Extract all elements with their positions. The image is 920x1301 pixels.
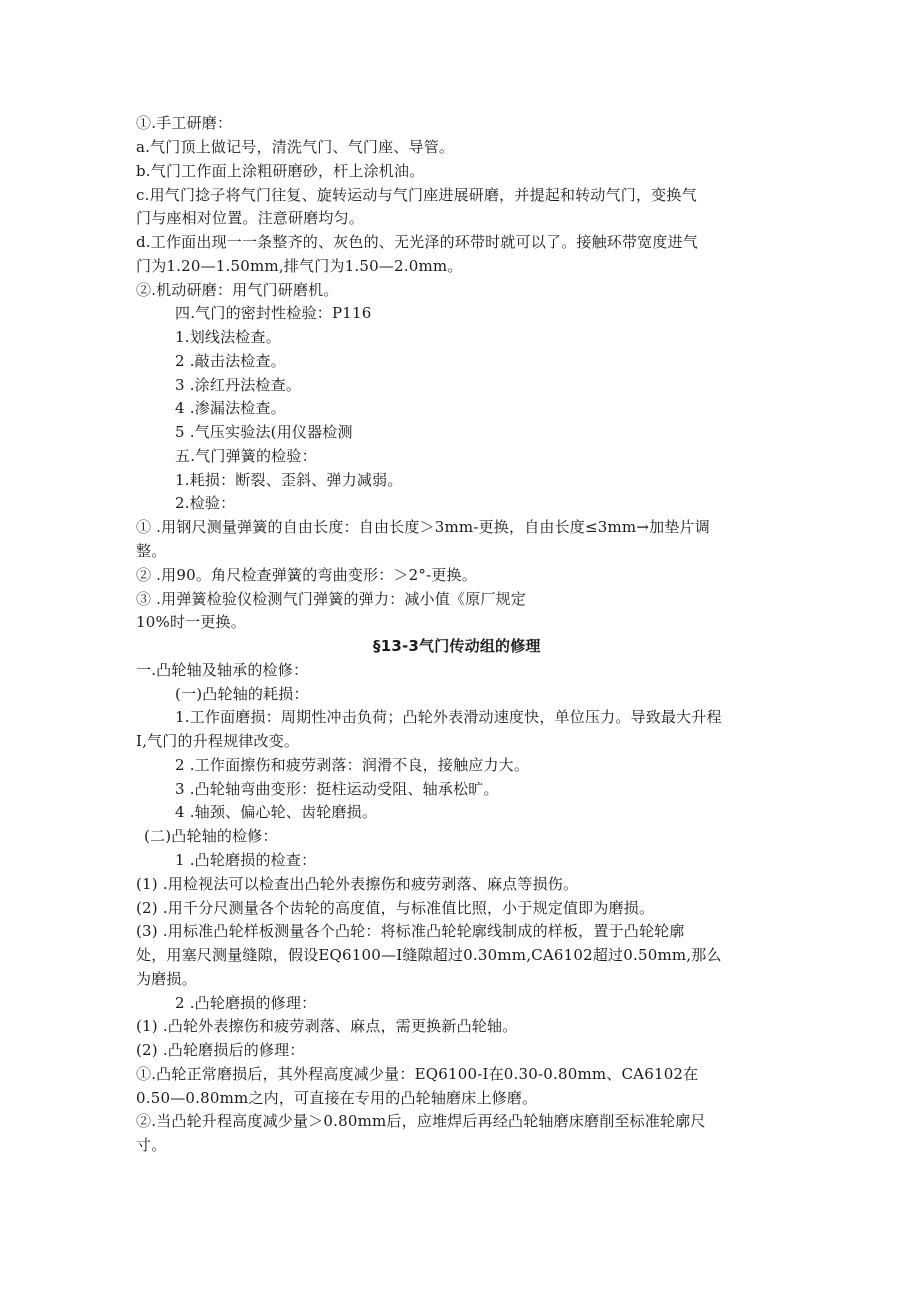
text-line: c.用气门捻子将气门往复、旋转运动与气门座进展研磨，并提起和转动气门，变换气 [136, 186, 697, 204]
text-line: 10%时一更换。 [136, 613, 246, 631]
text-line: 3 .涂红丹法检查。 [175, 376, 302, 394]
text-line: ③ .用弹簧检验仪检测气门弹簧的弹力：减小值《原厂规定 [136, 590, 526, 608]
text-line: 5 .气压实验法(用仪器检测 [175, 423, 353, 441]
chapter-title: §13-3气门传动组的修理 [373, 637, 541, 655]
text-line: 门为1.20—1.50mm,排气门为1.50—2.0mm。 [136, 257, 463, 275]
text-line: 1.划线法检查。 [175, 328, 281, 346]
text-line: 寸。 [136, 1136, 167, 1154]
text-line: ①.凸轮正常磨损后，其外程高度减少量：EQ6100-I在0.30-0.80mm、CA6102在 [136, 1065, 699, 1083]
text-line: ②.机动研磨：用气门研磨机。 [136, 281, 339, 299]
text-line: ②.当凸轮升程高度减少量＞0.80mm后，应堆焊后再经凸轮轴磨床磨削至标准轮廓尺 [136, 1112, 706, 1130]
section-heading: 一.凸轮轴及轴承的检修： [136, 661, 309, 679]
section-heading: 五.气门弹簧的检验： [175, 447, 317, 465]
text-line: 4 .轴颈、偏心轮、齿轮磨损。 [175, 803, 378, 821]
text-line: I,气门的升程规律改变。 [136, 732, 300, 750]
text-line: 2 .工作面擦伤和疲劳剥落：润滑不良，接触应力大。 [175, 756, 530, 774]
text-line: ② .用90。角尺检查弹簧的弯曲变形：＞2°-更换。 [136, 566, 477, 584]
text-line: 1.工作面磨损：周期性冲击负荷；凸轮外表滑动速度快，单位压力。导致最大升程 [175, 708, 722, 726]
text-line: (2) .凸轮磨损后的修理： [136, 1041, 305, 1059]
text-line: 整。 [136, 542, 167, 560]
text-line: ① .用钢尺测量弹簧的自由长度：自由长度＞3mm-更换，自由长度≤3mm→加垫片调 [136, 518, 710, 536]
subsection-heading: (一)凸轮轴的耗损： [175, 685, 309, 703]
text-line: ①.手工研磨： [136, 114, 233, 132]
subsection-heading: (二)凸轮轴的检修： [144, 827, 278, 845]
text-line: d.工作面出现一一条整齐的、灰色的、无光泽的环带时就可以了。接触环带宽度进气 [136, 233, 698, 251]
text-line: 4 .渗漏法检查。 [175, 399, 286, 417]
text-line: 3 .凸轮轴弯曲变形：挺柱运动受阻、轴承松旷。 [175, 780, 499, 798]
text-line: 2 .凸轮磨损的修理： [175, 994, 317, 1012]
text-line: 处，用塞尺测量缝隙，假设EQ6100—I缝隙超过0.30mm,CA6102超过0.50mm,那么 [136, 946, 722, 964]
text-line: 1 .凸轮磨损的检查： [175, 851, 317, 869]
text-line: 2 .敲击法检查。 [175, 352, 286, 370]
text-line: (1) .凸轮外表擦伤和疲劳剥落、麻点，需更换新凸轮轴。 [136, 1017, 518, 1035]
text-line: 为磨损。 [136, 970, 197, 988]
text-line: b.气门工作面上涂粗研磨砂，杆上涂机油。 [136, 162, 425, 180]
text-line: a.气门顶上做记号，清洗气门、气门座、导管。 [136, 138, 455, 156]
text-line: 门与座相对位置。注意研磨均匀。 [136, 209, 365, 227]
text-line: (2) .用千分尺测量各个齿轮的高度值，与标准值比照，小于规定值即为磨损。 [136, 899, 655, 917]
text-line: (1) .用检视法可以检查出凸轮外表擦伤和疲劳剥落、麻点等损伤。 [136, 875, 579, 893]
text-line: (3) .用标准凸轮样板测量各个凸轮：将标准凸轮轮廓线制成的样板，置于凸轮轮廓 [136, 922, 685, 940]
section-heading: 四.气门的密封性检验：P116 [175, 304, 372, 322]
text-line: 2.检验： [175, 494, 236, 512]
text-line: 0.50—0.80mm之内，可直接在专用的凸轮轴磨床上修磨。 [136, 1089, 538, 1107]
text-line: 1.耗损：断裂、歪斜、弹力减弱。 [175, 471, 403, 489]
